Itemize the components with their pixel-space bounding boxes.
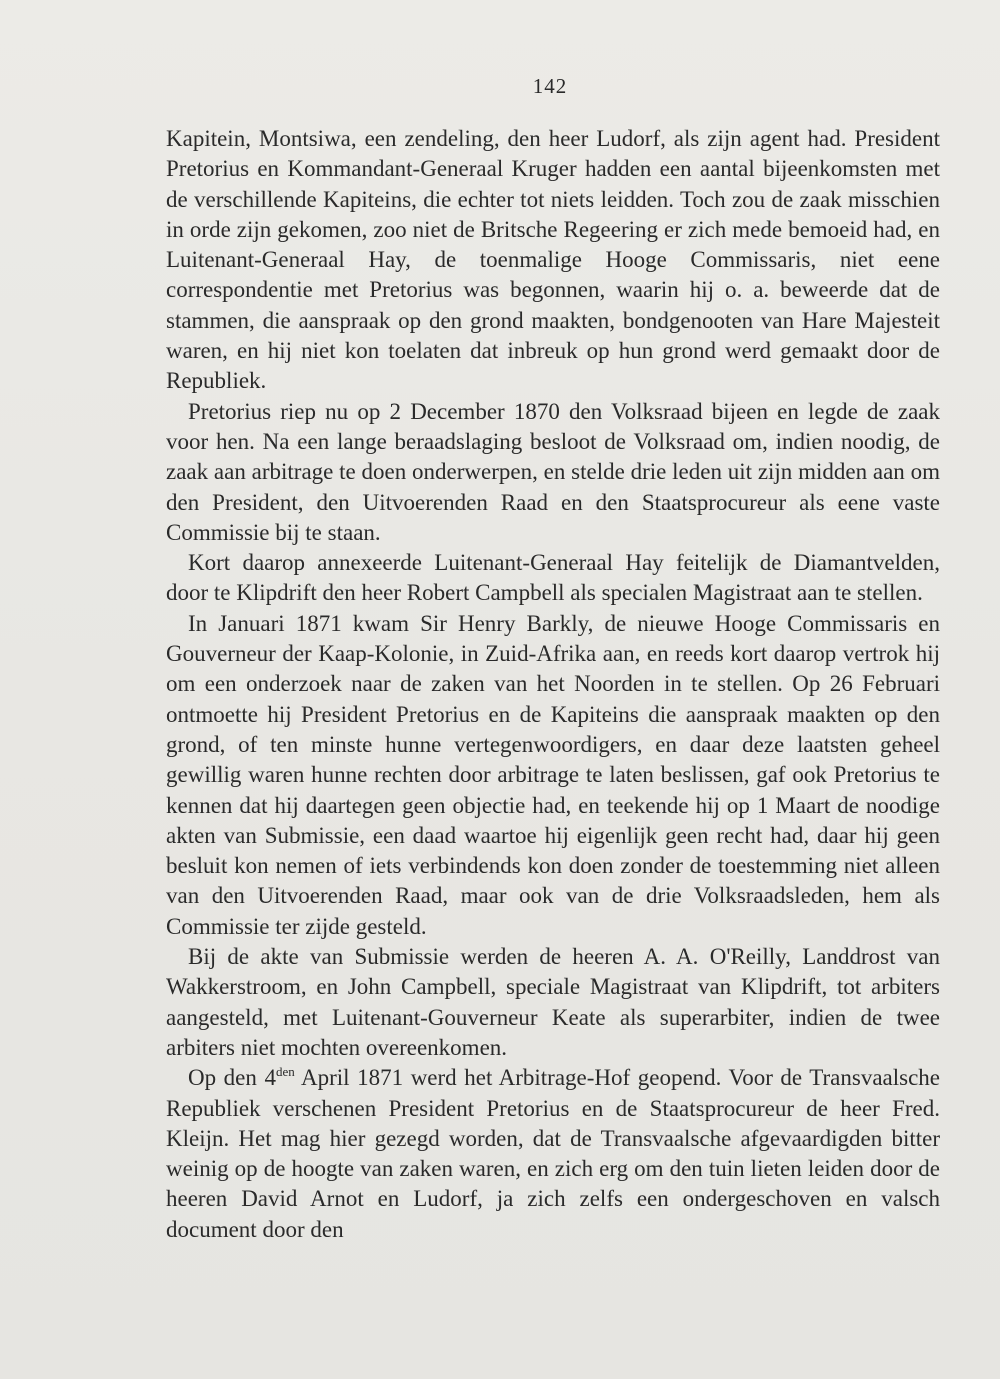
paragraph-text: Op den 4 xyxy=(188,1065,276,1091)
superscript: den xyxy=(275,1064,295,1080)
paragraph: Kort daarop annexeerde Luitenant-Generaal Hay feitelijk de Diamantvelden, door te Klipdrift den heer Robert Campbell als specialen Magistraat aan te stellen. xyxy=(166,550,940,606)
paragraph: Kapitein, Montsiwa, een zendeling, den heer Ludorf, als zijn agent had. President Pretorius en Kommandant-Generaal Kruger hadden een aantal bijeenkomsten met de verschillende Kapiteins, die echter tot niets leidden. Toch zou de zaak misschien in orde zijn gekomen, zoo niet de Britsche Regeering er zich mede bemoeid had, en Luitenant-Generaal Hay, de toenmalige Hooge Commissaris, niet eene correspondentie met Pretorius was begonnen, waarin hij o. a. beweerde dat de stammen, die aanspraak op den grond maakten, bondgenooten van Hare Majesteit waren, en hij niet kon toelaten dat inbreuk op hun grond werd gemaakt door de Republiek. xyxy=(166,126,940,394)
paragraph: Pretorius riep nu op 2 December 1870 den Volksraad bijeen en legde de zaak voor hen. Na een lange beraadslaging besloot de Volksraad om, indien noodig, de zaak aan arbitrage te doen onderwerpen, en stelde drie leden uit zijn midden aan om den President, den Uitvoerenden Raad en den Staatsprocureur als eene vaste Commissie bij te staan. xyxy=(166,398,940,545)
page-number: 142 xyxy=(532,74,568,98)
paragraph-text: April 1871 werd het Arbitrage-Hof geopend. Voor de Transvaalsche Republiek verschenen President Pretorius en de Staatsprocureur de heer Fred. Kleijn. Het mag hier gezegd worden, dat de Transvaalsche afgevaardigden bitter weinig op de hoogte van zaken waren, en zich erg om den tuin lieten leiden door de heeren David Arnot en Ludorf, ja zich zelfs een ondergeschoven en valsch document door den xyxy=(166,1065,940,1242)
paragraph: Bij de akte van Submissie werden de heeren A. A. O'Reilly, Landdrost van Wakkerstroom, en John Campbell, speciale Magistraat van Klipdrift, tot arbiters aangesteld, met Luitenant-Gouverneur Keate als superarbiter, indien de twee arbiters niet mochten overeenkomen. xyxy=(166,944,940,1060)
paragraph xyxy=(166,1063,940,1245)
body-text xyxy=(166,124,940,1245)
paragraph: In Januari 1871 kwam Sir Henry Barkly, de nieuwe Hooge Commissaris en Gouverneur der Kaap-Kolonie, in Zuid-Afrika aan, en reeds kort daarop vertrok hij om een onderzoek naar de zaken van het Noorden in te stellen. Op 26 Februari ontmoette hij President Pretorius en de Kapiteins die aanspraak maakten op den grond, of ten minste hunne vertegenwoordigers, en daar deze laatsten geheel gewillig waren hunne rechten door arbitrage te laten beslissen, gaf ook Pretorius te kennen dat hij daartegen geen objectie had, en teekende hij op 1 Maart de noodige akten van Submissie, een daad waartoe hij eigenlijk geen recht had, daar hij geen besluit kon nemen of iets verbindends kon doen zonder de toestemming niet alleen van den Uitvoerenden Raad, maar ook van de drie Volksraadsleden, hem als Commissie ter zijde gesteld. xyxy=(166,610,940,939)
